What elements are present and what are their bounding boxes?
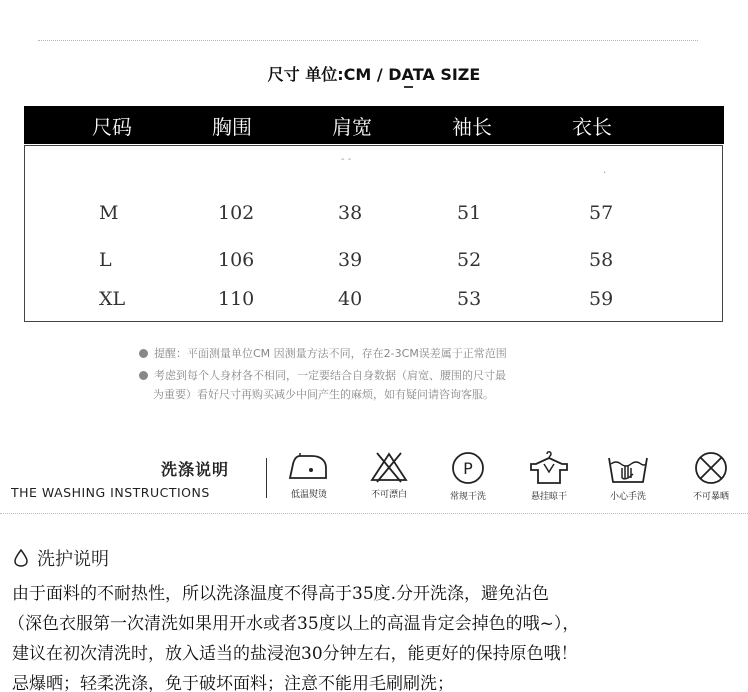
note-body-fit-cont <box>153 385 494 404</box>
size-table-header <box>24 106 724 144</box>
care-item-hang-dry <box>514 450 584 502</box>
care-guide-line: （深色衣服第一次清洗如果用开水或者35度以上的高温肯定会掉色的哦~）， <box>8 614 580 634</box>
care-item-dry-clean <box>433 450 503 502</box>
note-text: 提醒：平面测量单位CM 因测量方法不同，存在2-3CM误差属于正常范围 <box>154 347 507 360</box>
bullet-icon <box>139 371 148 380</box>
cell-length: 59 <box>589 288 614 310</box>
hang-dry-icon <box>527 450 571 486</box>
note-text: 考虑到每个人身材各不相同，一定要结合自身数据（肩宽、腰围的尺寸最 <box>154 369 506 382</box>
header-chest: 胸围 <box>212 114 252 139</box>
care-label: 不可暴晒 <box>692 492 729 502</box>
scan-speck: ‑ ‑ <box>341 154 352 165</box>
care-guide-line: 建议在初次清洗时，放入适当的盐浸泡30分钟左右，能更好的保持原色哦！ <box>12 644 578 664</box>
care-guide-title: 洗护说明 <box>37 549 109 570</box>
cell-shoulder: 39 <box>338 249 363 271</box>
cell-size: XL <box>99 288 126 310</box>
size-table-body <box>24 145 723 322</box>
care-label: 低温熨烫 <box>290 490 327 500</box>
header-size: 尺码 <box>92 114 132 139</box>
cell-chest: 106 <box>218 249 255 271</box>
care-label: 小心手洗 <box>609 492 646 502</box>
care-guide-line: 忌爆晒；轻柔洗涤，免于破坏面料；注意不能用毛刷刷洗； <box>12 674 454 692</box>
care-item-no-bleach <box>354 450 424 500</box>
bottom-dotted-divider <box>0 513 748 514</box>
note-measurement <box>139 344 507 363</box>
care-label: 悬挂晾干 <box>530 492 567 502</box>
cell-sleeve: 51 <box>457 202 482 224</box>
care-label: 常规干洗 <box>449 492 486 502</box>
cell-sleeve: 53 <box>457 288 482 310</box>
header-length: 衣长 <box>572 114 612 139</box>
scan-speck: · <box>603 168 607 179</box>
cell-size: L <box>99 249 112 271</box>
note-text: 为重要）看好尺寸再购买减少中间产生的麻烦，如有疑问请咨询客服。 <box>153 388 494 401</box>
top-dotted-divider <box>38 40 698 41</box>
note-body-fit <box>139 366 506 385</box>
cell-shoulder: 38 <box>338 202 363 224</box>
no-bleach-icon <box>369 450 409 484</box>
header-shoulder: 肩宽 <box>332 114 372 139</box>
care-item-no-tumble <box>676 450 746 502</box>
care-guide-heading <box>14 545 109 571</box>
cell-chest: 110 <box>218 288 255 310</box>
care-guide-line: 由于面料的不耐热性，所以洗涤温度不得高于35度.分开洗涤，避免沾色 <box>12 584 550 604</box>
water-drop-icon <box>14 549 28 567</box>
iron-low-temp-icon <box>286 450 332 484</box>
no-tumble-dry-icon <box>692 450 730 486</box>
header-sleeve: 袖长 <box>452 114 492 139</box>
cell-size: M <box>99 202 119 224</box>
cell-length: 57 <box>589 202 614 224</box>
cell-chest: 102 <box>218 202 255 224</box>
cell-length: 58 <box>589 249 614 271</box>
bullet-icon <box>139 349 148 358</box>
washing-title-cn: 洗涤说明 <box>161 460 230 479</box>
cell-sleeve: 52 <box>457 249 482 271</box>
size-chart-title: 尺寸 单位:CM / DATA SIZE <box>267 65 481 84</box>
care-label: 不可漂白 <box>370 490 407 500</box>
svg-text:P: P <box>463 459 473 478</box>
cell-shoulder: 40 <box>338 288 363 310</box>
title-underline-mark <box>404 86 413 88</box>
care-item-iron <box>274 450 344 500</box>
washing-title-en: THE WASHING INSTRUCTIONS <box>11 485 210 500</box>
dry-clean-p-icon <box>450 450 486 486</box>
washing-divider <box>266 458 267 498</box>
care-item-hand-wash <box>593 450 663 502</box>
hand-wash-icon <box>606 450 650 486</box>
